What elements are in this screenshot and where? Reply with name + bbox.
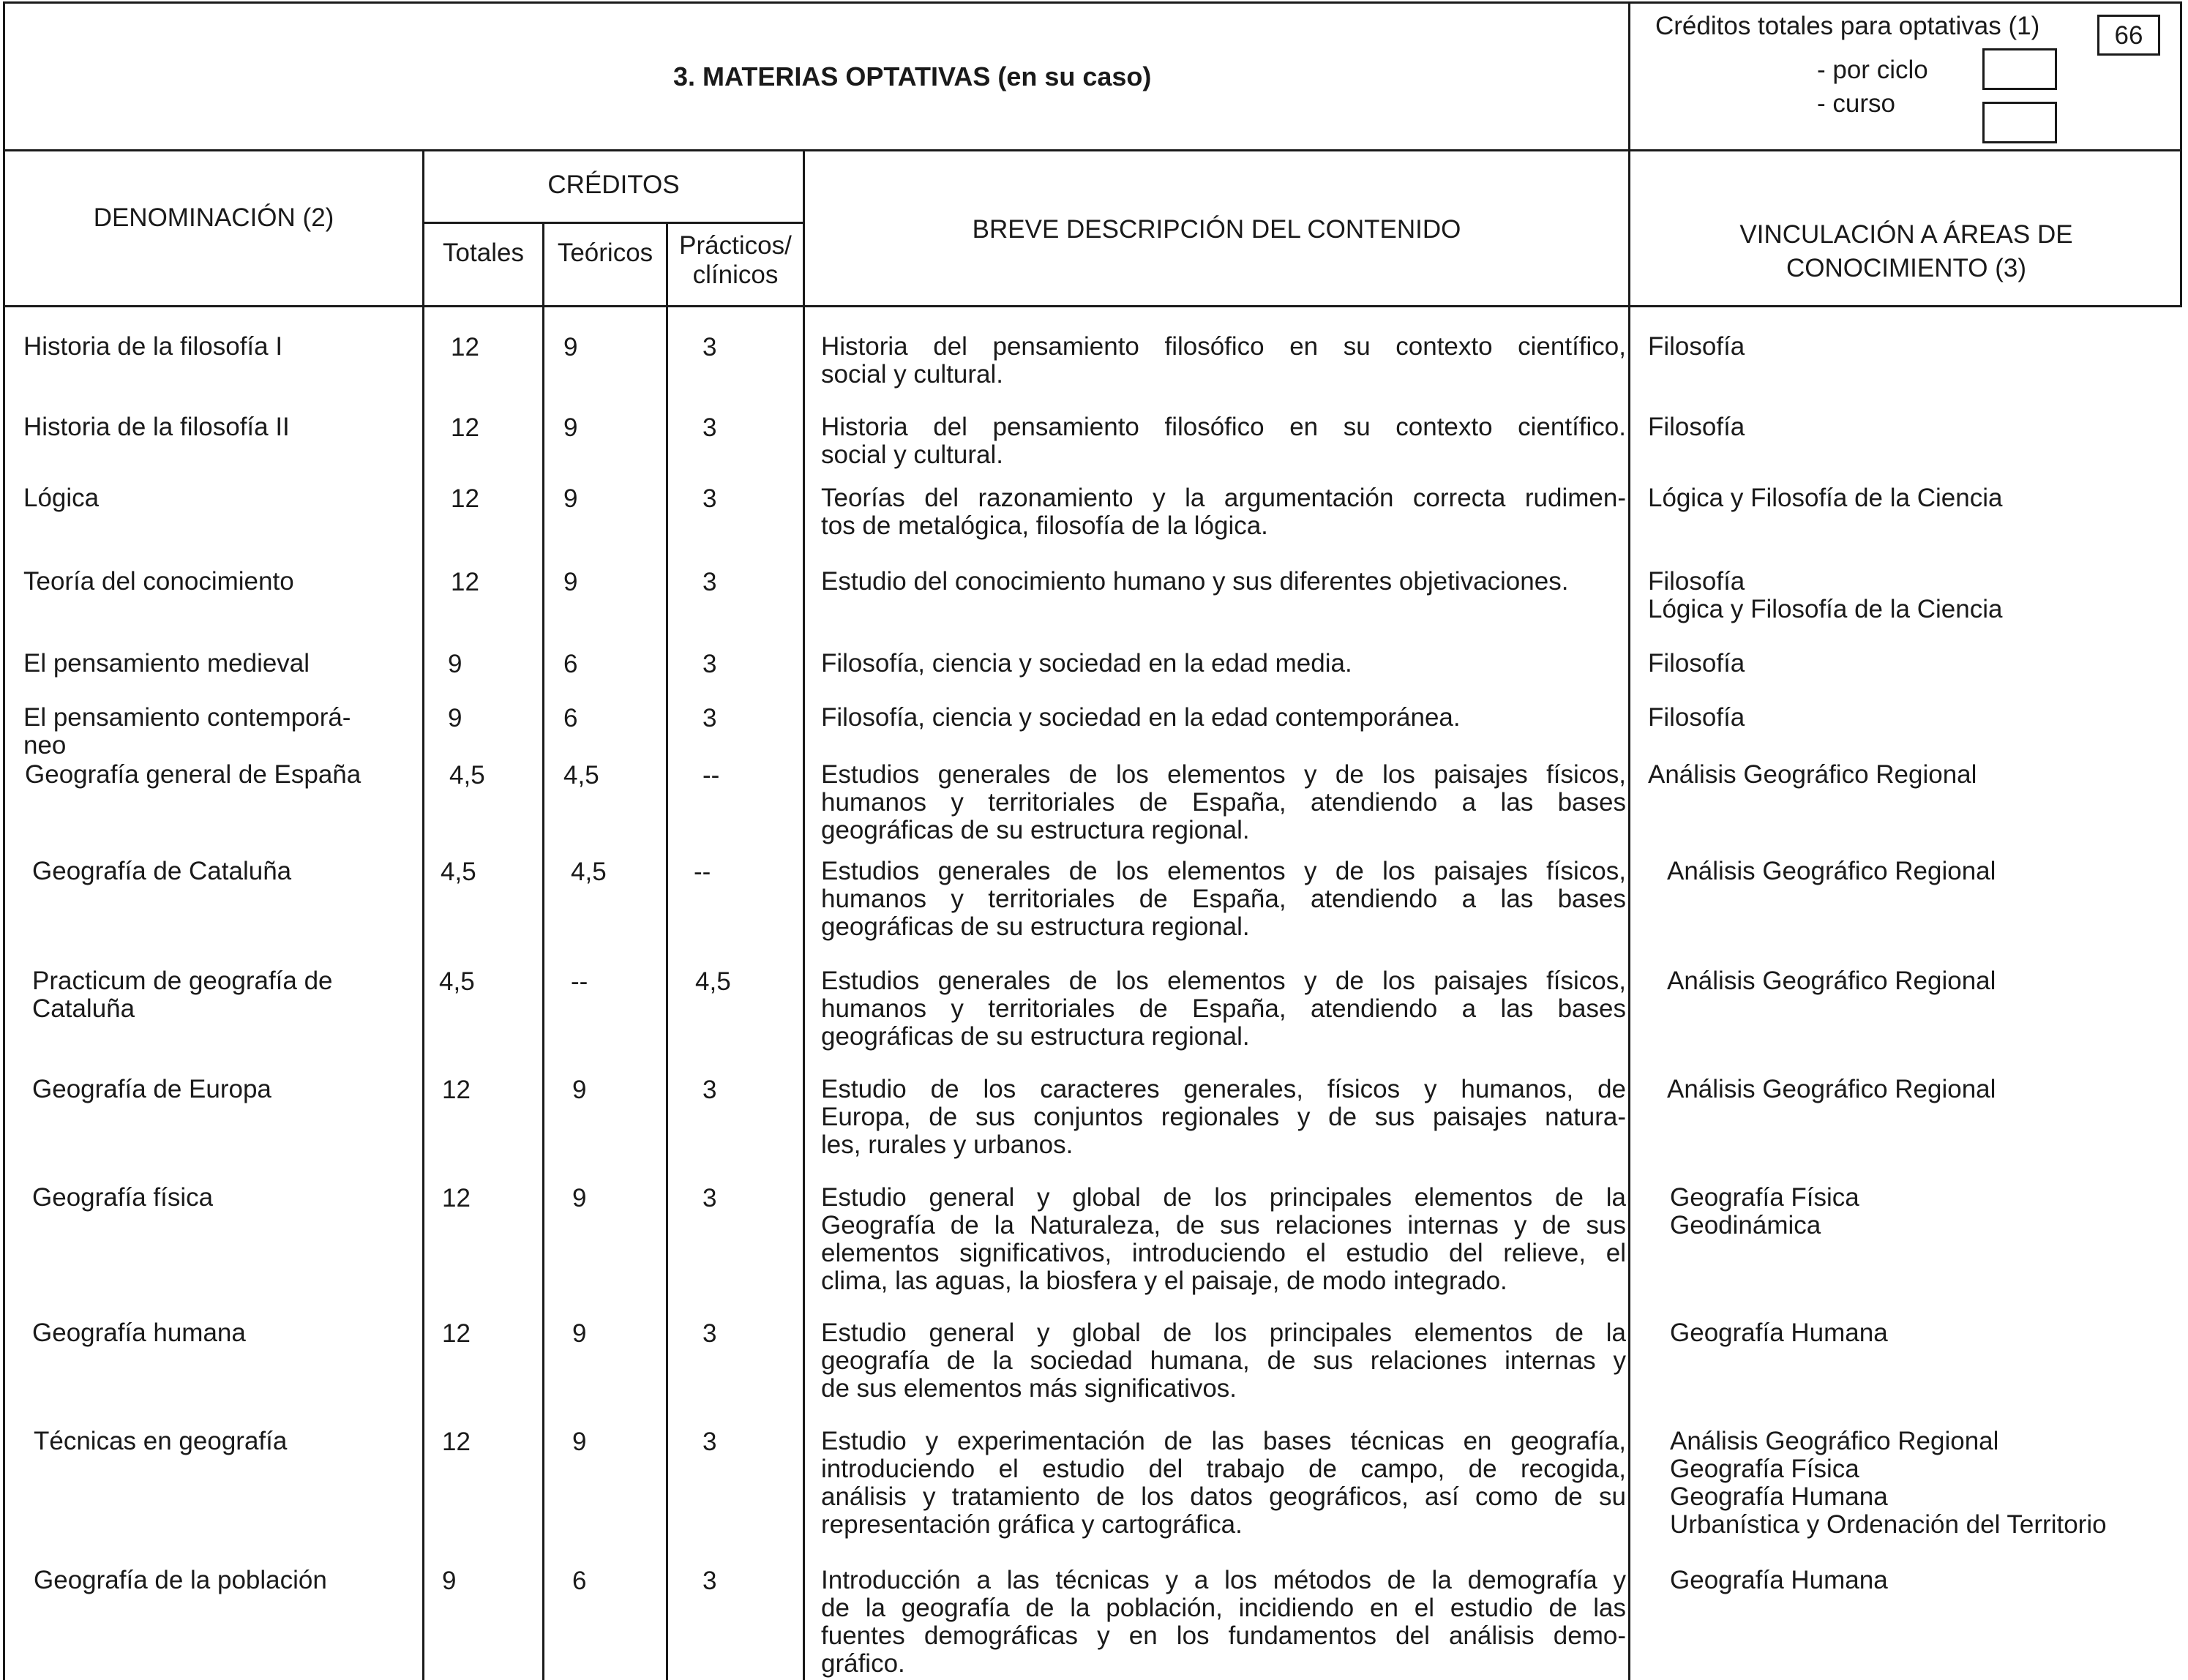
total-credits-label: Créditos totales para optativas (1) — [1655, 12, 2040, 40]
row-areas — [1648, 704, 1745, 732]
row-description-line: geografía de la sociedad humana, de sus relaciones internas y — [821, 1346, 1626, 1375]
row-name — [32, 1184, 213, 1212]
row-description-line: Estudio y experimentación de las bases técnicas en geografía, — [821, 1427, 1626, 1455]
row-name-line: Historia de la filosofía II — [23, 413, 290, 441]
row-credits-theory: 4,5 — [571, 858, 607, 886]
col-header-practice — [668, 231, 803, 290]
row-credits-practice: 3 — [703, 413, 717, 442]
col-divider-practice — [803, 149, 805, 1680]
row-name-line: Geografía física — [32, 1183, 214, 1212]
row-name-line: Técnicas en geografía — [34, 1427, 288, 1455]
row-name-line: Geografía general de España — [25, 760, 361, 789]
row-description-line: representación gráfica y cartográfica. — [821, 1510, 1243, 1539]
row-description — [821, 413, 1626, 469]
row-area-line: Geodinámica — [1670, 1211, 1821, 1240]
row-credits-theory: -- — [571, 967, 588, 996]
row-description-line: de sus elementos más significativos. — [821, 1374, 1237, 1403]
row-areas — [1667, 858, 1996, 885]
row-areas — [1667, 1076, 1996, 1103]
row-description-line: Historia del pensamiento filosófico en su contexto científico. — [821, 413, 1626, 441]
row-description-line: Estudios generales de los elementos y de los paisajes físicos, — [821, 967, 1626, 995]
row-area-line: Lógica y Filosofía de la Ciencia — [1648, 595, 2003, 623]
row-credits-practice: -- — [703, 761, 720, 790]
row-name-line: Geografía de Cataluña — [32, 857, 292, 885]
row-areas — [1670, 1428, 2107, 1539]
row-credits-practice: 3 — [703, 1428, 717, 1456]
row-credits-practice: 3 — [703, 1076, 717, 1104]
row-credits-total: 9 — [448, 704, 462, 732]
row-name-line: El pensamiento medieval — [23, 649, 310, 678]
row-areas — [1667, 967, 1996, 995]
row-name-line: El pensamiento contemporá- — [23, 703, 351, 732]
row-name-line: Geografía de la población — [34, 1566, 327, 1594]
row-description-line: introduciendo el estudio del trabajo de campo, de recogida, — [821, 1455, 1626, 1483]
row-area-line: Geografía Humana — [1670, 1482, 1888, 1511]
row-area-line: Urbanística y Ordenación del Territorio — [1670, 1510, 2107, 1539]
row-credits-total: 12 — [442, 1428, 471, 1456]
row-description-line: humanos y territoriales de España, atendiendo a las bases — [821, 788, 1626, 817]
row-description-line: Estudio de los caracteres generales, físicos y humanos, de — [821, 1075, 1626, 1103]
row-name — [34, 1567, 327, 1594]
col-header-name: DENOMINACIÓN (2) — [93, 203, 334, 232]
row-credits-total: 4,5 — [439, 967, 475, 996]
row-areas — [1648, 413, 1745, 441]
row-area-line: Geografía Física — [1670, 1455, 1859, 1483]
row-description-line: fuentes demográficas y en los fundamentos del análisis demo- — [821, 1621, 1626, 1650]
row-description — [821, 1567, 1626, 1678]
row-area-line: Filosofía — [1648, 332, 1745, 361]
row-areas — [1648, 484, 2002, 512]
row-description — [821, 650, 1626, 678]
row-name-line: Geografía humana — [32, 1319, 246, 1347]
row-credits-theory: 9 — [563, 413, 578, 442]
row-areas — [1670, 1184, 1859, 1240]
row-description — [821, 1319, 1626, 1403]
row-description-line: análisis y tratamiento de los datos geográficos, así como de su — [821, 1482, 1626, 1511]
row-description — [821, 858, 1626, 941]
row-credits-total: 4,5 — [441, 858, 476, 886]
row-description-line: geográficas de su estructura regional. — [821, 1022, 1250, 1051]
row-description-line: les, rurales y urbanos. — [821, 1130, 1074, 1159]
row-credits-theory: 9 — [563, 333, 578, 361]
row-area-line: Geografía Humana — [1670, 1319, 1888, 1347]
row-description-line: elementos significativos, introduciendo el estudio del relieve, el — [821, 1239, 1626, 1267]
row-credits-total: 12 — [442, 1076, 471, 1104]
credits-subheader-divider — [423, 222, 803, 224]
row-credits-practice: -- — [694, 858, 711, 886]
row-name — [23, 413, 290, 441]
row-name — [25, 761, 361, 789]
row-description-line: geográficas de su estructura regional. — [821, 816, 1250, 844]
col-header-description: BREVE DESCRIPCIÓN DEL CONTENIDO — [972, 215, 1461, 244]
row-description-line: humanos y territoriales de España, atendiendo a las bases — [821, 885, 1626, 913]
row-credits-practice: 3 — [703, 568, 717, 596]
row-description-line: tos de metalógica, filosofía de la lógica. — [821, 511, 1268, 540]
col-divider-total — [542, 222, 544, 1680]
row-credits-total: 12 — [451, 413, 479, 442]
row-description-line: Estudio general y global de los principales elementos de la — [821, 1319, 1626, 1347]
row-credits-total: 4,5 — [449, 761, 485, 790]
row-credits-theory: 9 — [572, 1076, 587, 1104]
row-areas — [1648, 568, 2002, 623]
row-description — [821, 333, 1626, 389]
row-name — [23, 704, 351, 760]
row-credits-practice: 3 — [703, 333, 717, 361]
row-name-line: Cataluña — [32, 994, 135, 1023]
row-description-line: Historia del pensamiento filosófico en su contexto científico, — [821, 332, 1626, 361]
row-credits-theory: 6 — [563, 650, 578, 678]
col-header-areas — [1630, 218, 2182, 285]
row-description-line: Estudio general y global de los principales elementos de la — [821, 1183, 1626, 1212]
row-credits-theory: 9 — [572, 1184, 587, 1212]
row-credits-theory: 6 — [572, 1567, 587, 1595]
row-description-line: Introducción a las técnicas y a los métodos de la demografía y — [821, 1566, 1626, 1594]
row-areas — [1670, 1567, 1888, 1594]
row-credits-theory: 9 — [563, 484, 578, 513]
per-cycle-label: - por ciclo — [1817, 56, 1928, 84]
row-description — [821, 967, 1626, 1051]
row-area-line: Filosofía — [1648, 413, 1745, 441]
row-name — [32, 1076, 271, 1103]
col-header-areas-line1: VINCULACIÓN A ÁREAS DE — [1739, 220, 2073, 249]
row-area-line: Análisis Geográfico Regional — [1667, 1075, 1996, 1103]
row-description-line: Estudios generales de los elementos y de los paisajes físicos, — [821, 760, 1626, 789]
row-name-line: Geografía de Europa — [32, 1075, 271, 1103]
row-description-line: Estudio del conocimiento humano y sus diferentes objetivaciones. — [821, 567, 1569, 596]
row-description-line: de la geografía de la población, incidiendo en el estudio de las — [821, 1594, 1626, 1622]
row-name-line: Practicum de geografía de — [32, 967, 333, 995]
row-name-line: neo — [23, 731, 67, 760]
row-area-line: Geografía Humana — [1670, 1566, 1888, 1594]
row-description-line: social y cultural. — [821, 360, 1003, 389]
row-area-line: Geografía Física — [1670, 1183, 1859, 1212]
row-name-line: Historia de la filosofía I — [23, 332, 283, 361]
row-credits-total: 9 — [448, 650, 462, 678]
row-credits-practice: 3 — [703, 1184, 717, 1212]
row-description-line: Filosofía, ciencia y sociedad en la edad contemporánea. — [821, 703, 1461, 732]
row-description-line: Geografía de la Naturaleza, de sus relaciones internas y de sus — [821, 1211, 1626, 1240]
row-area-line: Filosofía — [1648, 567, 1745, 596]
row-name-line: Teoría del conocimiento — [23, 567, 294, 596]
total-credits-box — [2097, 15, 2160, 56]
per-cycle-box — [1982, 48, 2057, 90]
row-credits-theory: 9 — [563, 568, 578, 596]
row-description — [821, 1428, 1626, 1539]
header-divider — [3, 149, 2182, 151]
row-credits-practice: 3 — [703, 1319, 717, 1348]
row-description-line: Estudios generales de los elementos y de los paisajes físicos, — [821, 857, 1626, 885]
row-description — [821, 761, 1626, 844]
row-description-line: social y cultural. — [821, 440, 1003, 469]
row-description — [821, 484, 1626, 540]
row-credits-total: 12 — [442, 1319, 471, 1348]
row-credits-theory: 4,5 — [563, 761, 599, 790]
total-credits-value: 66 — [2114, 21, 2143, 50]
column-header-divider — [3, 305, 2182, 307]
row-credits-practice: 3 — [703, 1567, 717, 1595]
row-credits-total: 12 — [451, 568, 479, 596]
row-credits-practice: 4,5 — [695, 967, 731, 996]
row-description — [821, 1076, 1626, 1159]
row-description-line: Teorías del razonamiento y la argumentación correcta rudimen- — [821, 484, 1626, 512]
row-description-line: Europa, de sus conjuntos regionales y de sus paisajes natura- — [821, 1103, 1626, 1131]
per-course-label: - curso — [1817, 89, 1895, 118]
row-area-line: Filosofía — [1648, 649, 1745, 678]
col-header-credits: CRÉDITOS — [547, 170, 680, 199]
col-header-theory: Teóricos — [557, 239, 653, 267]
row-area-line: Análisis Geográfico Regional — [1648, 760, 1977, 789]
row-areas — [1648, 333, 1745, 361]
col-header-practice-line1: Prácticos/ — [679, 231, 792, 260]
row-area-line: Análisis Geográfico Regional — [1670, 1427, 1999, 1455]
row-description-line: humanos y territoriales de España, atendiendo a las bases — [821, 994, 1626, 1023]
row-name — [23, 484, 99, 512]
row-credits-theory: 9 — [572, 1319, 587, 1348]
row-credits-practice: 3 — [703, 704, 717, 732]
row-description-line: Filosofía, ciencia y sociedad en la edad media. — [821, 649, 1352, 678]
col-divider-name — [422, 149, 424, 1680]
row-credits-total: 12 — [442, 1184, 471, 1212]
section-title: 3. MATERIAS OPTATIVAS (en su caso) — [673, 61, 1152, 91]
row-description-line: gráfico. — [821, 1649, 905, 1678]
row-credits-total: 12 — [451, 333, 479, 361]
row-area-line: Filosofía — [1648, 703, 1745, 732]
row-area-line: Análisis Geográfico Regional — [1667, 857, 1996, 885]
row-name — [34, 1428, 287, 1455]
row-area-line: Análisis Geográfico Regional — [1667, 967, 1996, 995]
row-name — [23, 650, 310, 678]
row-areas — [1648, 761, 1977, 789]
row-credits-theory: 9 — [572, 1428, 587, 1456]
row-description — [821, 568, 1626, 596]
row-name-line: Lógica — [23, 484, 100, 512]
row-name — [32, 967, 333, 1023]
per-course-box — [1982, 102, 2057, 143]
row-area-line: Lógica y Filosofía de la Ciencia — [1648, 484, 2003, 512]
row-credits-total: 9 — [442, 1567, 457, 1595]
row-credits-theory: 6 — [563, 704, 578, 732]
row-description-line: geográficas de su estructura regional. — [821, 912, 1250, 941]
row-areas — [1648, 650, 1745, 678]
row-name — [32, 858, 291, 885]
row-areas — [1670, 1319, 1888, 1347]
row-credits-practice: 3 — [703, 484, 717, 513]
row-name — [23, 568, 294, 596]
row-credits-total: 12 — [451, 484, 479, 513]
row-description — [821, 1184, 1626, 1295]
col-divider-theory — [666, 222, 668, 1680]
col-header-areas-line2: CONOCIMIENTO (3) — [1786, 254, 2026, 282]
row-credits-practice: 3 — [703, 650, 717, 678]
col-header-practice-line2: clínicos — [692, 260, 779, 289]
table-border-top — [3, 1, 2182, 4]
col-header-total: Totales — [443, 239, 524, 267]
table-border-left — [3, 1, 5, 1680]
row-description-line: clima, las aguas, la biosfera y el paisaje, de modo integrado. — [821, 1267, 1507, 1295]
row-name — [23, 333, 282, 361]
row-description — [821, 704, 1626, 732]
row-name — [32, 1319, 246, 1347]
